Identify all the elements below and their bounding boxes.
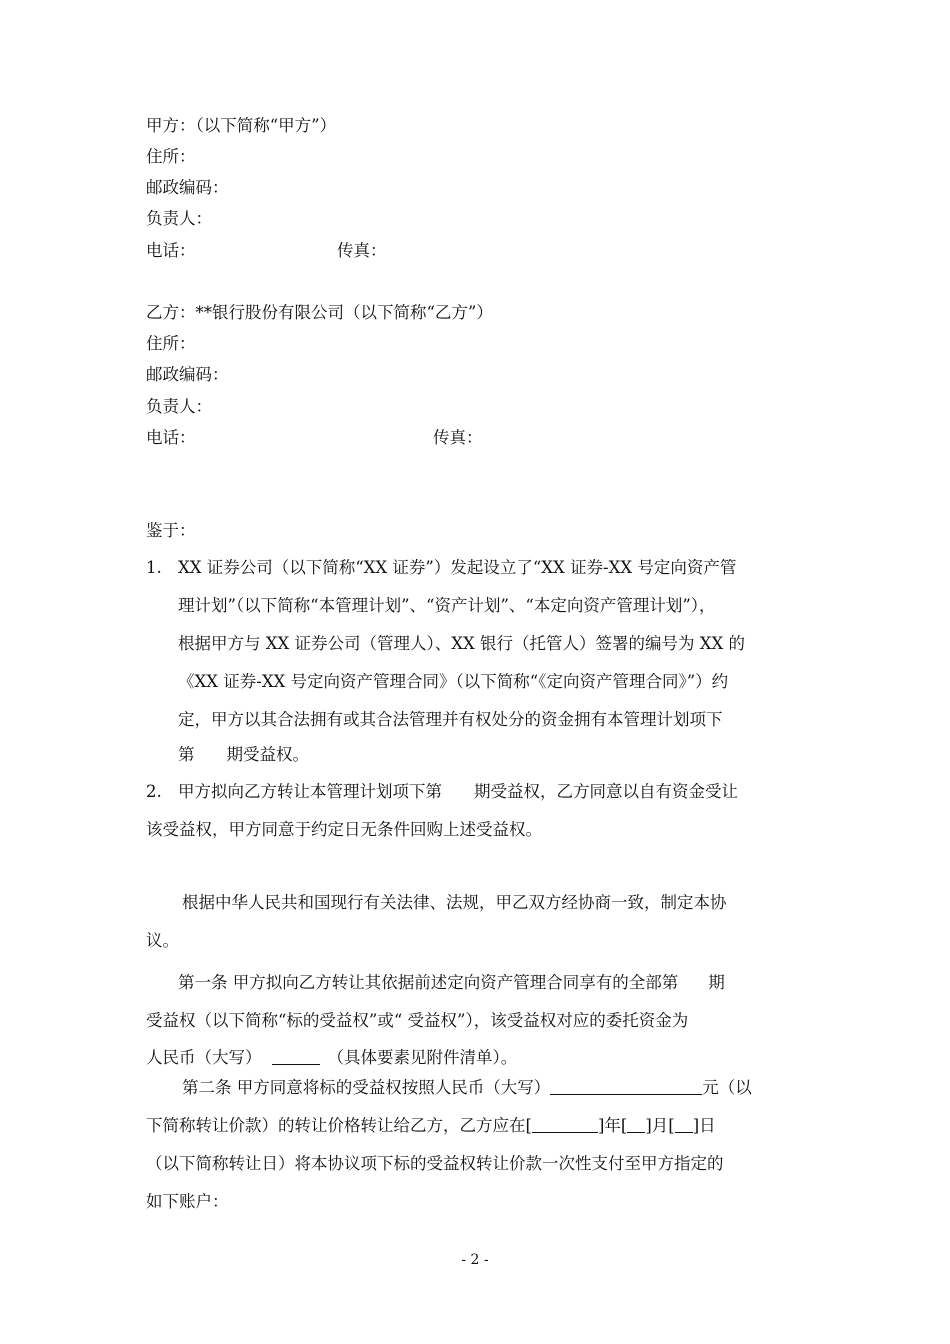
whereas-item-1-period-prefix: 第 <box>178 745 195 764</box>
whereas-item-2-line: 该受益权，甲方同意于约定日无条件回购上述受益权。 <box>146 820 542 839</box>
party-a-fax: 传真： <box>337 241 387 260</box>
day-blank <box>675 1114 693 1133</box>
party-a-postcode: 邮政编码： <box>146 178 229 197</box>
whereas-item-1-line <box>178 743 309 767</box>
preamble-line: 根据中华人民共和国现行有关法律、法规，甲乙双方经协商一致，制定本协 <box>182 893 727 912</box>
article-2-text-b: 元（以 <box>702 1078 752 1097</box>
article-1-currency-label: 人民币（大写） <box>146 1048 262 1067</box>
party-a-address: 住所： <box>146 147 196 166</box>
whereas-item-2-text-a: 甲方拟向乙方转让本管理计划项下第 <box>178 782 442 801</box>
year-blank <box>532 1114 598 1133</box>
whereas-item-2-line <box>178 780 738 804</box>
party-b-postcode: 邮政编码： <box>146 365 229 384</box>
article-2-day-label: ]日 <box>692 1116 716 1135</box>
preamble-line: 议。 <box>146 931 179 950</box>
article-1-line <box>146 1046 517 1070</box>
price-blank <box>550 1076 702 1095</box>
article-2-line <box>182 1076 752 1100</box>
party-b-title: 乙方：**银行股份有限公司（以下简称“乙方”） <box>146 303 493 322</box>
party-a-phone: 电话： <box>146 241 196 260</box>
whereas-item-2-number: 2. <box>146 782 162 801</box>
party-a-person: 负责人： <box>146 209 212 228</box>
party-b-fax: 传真： <box>433 428 483 447</box>
whereas-item-1-period-suffix: 期受益权。 <box>226 745 309 764</box>
whereas-item-2-text-b: 期受益权，乙方同意以自有资金受让 <box>474 782 738 801</box>
whereas-item-1-number: 1. <box>146 558 162 577</box>
article-2-line: （以下简称转让日）将本协议项下标的受益权转让价款一次性支付至甲方指定的 <box>146 1154 724 1173</box>
whereas-item-1-line: XX 证券公司（以下简称“XX 证券”）发起设立了“XX 证券-XX 号定向资产管 <box>178 558 737 577</box>
whereas-item-1-line: 定，甲方以其合法拥有或其合法管理并有权处分的资金拥有本管理计划项下 <box>178 710 723 729</box>
party-a-title: 甲方：（以下简称“甲方”） <box>146 116 337 135</box>
whereas-item-1-line: 《XX 证券-XX 号定向资产管理合同》（以下简称“《定向资产管理合同》”）约 <box>178 672 729 691</box>
article-1-line: 受益权（以下简称“标的受益权”或“ 受益权”），该受益权对应的委托资金为 <box>146 1011 689 1030</box>
party-b-address: 住所： <box>146 334 196 353</box>
article-1-text-a: 第一条 甲方拟向乙方转让其依据前述定向资产管理合同享有的全部第 <box>178 973 679 992</box>
article-2-line: 如下账户： <box>146 1192 229 1211</box>
article-2-date-prefix: 下简称转让价款）的转让价格转让给乙方，乙方应在[ <box>146 1116 532 1135</box>
article-1-line <box>178 971 725 995</box>
party-b-person: 负责人： <box>146 397 212 416</box>
whereas-heading: 鉴于： <box>146 521 196 540</box>
article-2-line <box>146 1114 716 1138</box>
party-b-phone: 电话： <box>146 428 196 447</box>
page-number: - 2 - <box>461 1252 489 1268</box>
amount-blank <box>272 1046 320 1065</box>
article-1-text-b: 期 <box>708 973 725 992</box>
whereas-item-1-line: 根据甲方与 XX 证券公司（管理人）、XX 银行（托管人）签署的编号为 XX 的 <box>178 634 745 653</box>
month-blank <box>627 1114 645 1133</box>
article-2-month-label: ]月[ <box>645 1116 675 1135</box>
article-2-text-a: 第二条 甲方同意将标的受益权按照人民币（大写） <box>182 1078 551 1097</box>
article-2-year-label: ]年[ <box>597 1116 628 1135</box>
article-1-attachment-note: （具体要素见附件清单）。 <box>327 1048 518 1067</box>
whereas-item-1-line: 理计划”（以下简称“本管理计划”、“资产计划”、“本定向资产管理计划”）， <box>178 596 716 615</box>
